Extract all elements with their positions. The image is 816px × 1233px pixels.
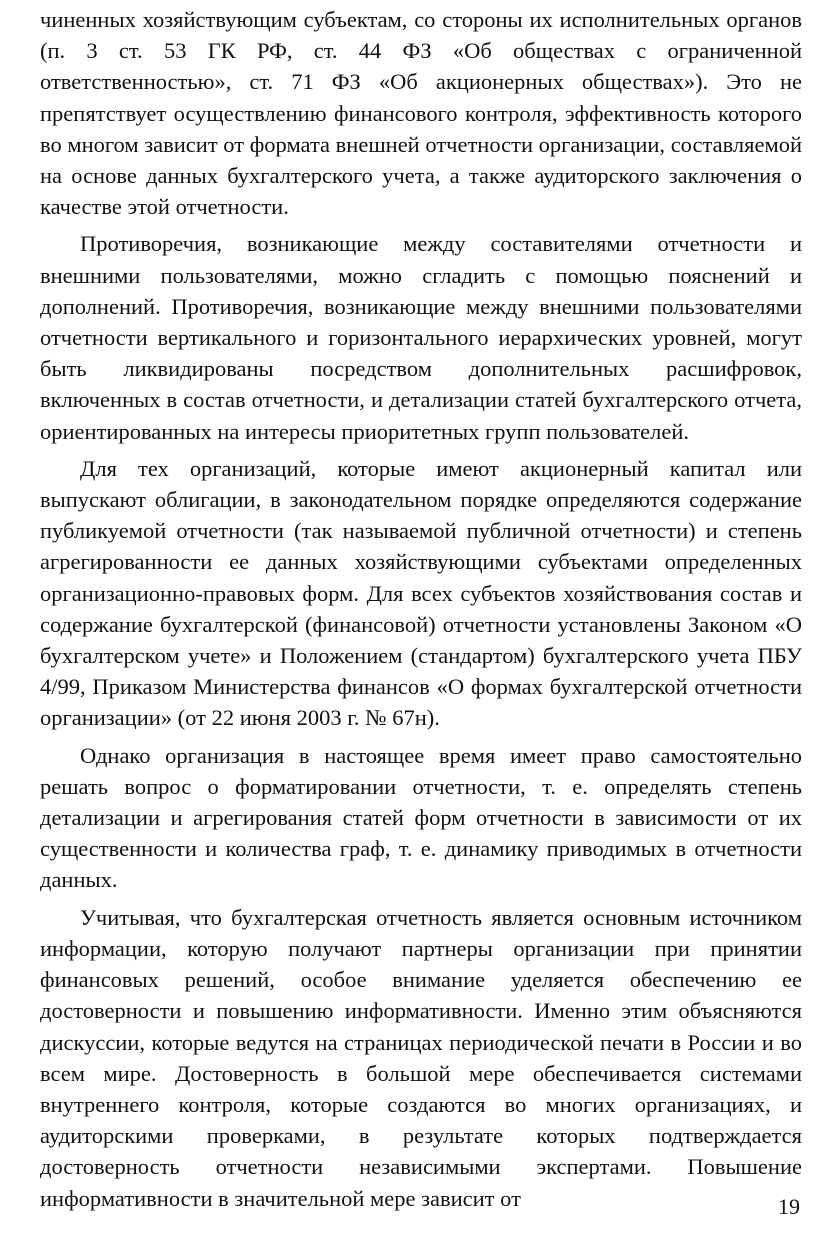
paragraph-contradictions: Противоречия, возникающие между составителями отчетности и внешними пользователями, можно сгладить с помощью пояснений и дополнений. Противоречия, возникающие между внешними пользователями отчетности вертикального и горизонтального иерархических уровней, могут быть ликвидированы посредством дополнительных расшифровок, включенных в состав отчетности, и детализации статей бухгалтерского отчета, ориентированных на интересы приоритетных групп пользователей. <box>40 231 802 444</box>
page-number: 19 <box>778 1194 800 1219</box>
paragraph-formatting-right: Однако организация в настоящее время имеет право самостоятельно решать вопрос о форматировании отчетности, т. е. определять степень детализации и агрегирования статей форм отчетности в зависимости от их существенности и количества граф, т. е. динамику приводимых в отчетности данных. <box>40 742 802 893</box>
paragraph-public-reporting: Для тех организаций, которые имеют акционерный капитал или выпускают облигации, в законодательном порядке определяются содержание публикуемой отчетности (так называемой публичной отчетности) и степень агрегированности ее данных хозяйствующими субъектами определенных организационно-правовых форм. Для всех субъектов хозяйствования состав и содержание бухгалтерской (финансовой) отчетности установлены Законом «О бухгалтерском учете» и Положением (стандартом) бухгалтерского учета ПБУ 4/99, Приказом Министерства финансов «О формах бухгалтерской отчетности организации» (от 22 июня 2003 г. № 67н). <box>40 455 802 731</box>
paragraph-reliability: Учитывая, что бухгалтерская отчетность является основным источником информации, которую получают партнеры организации при принятии финансовых решений, особое внимание уделяется обеспечению ее достоверности и повышению информативности. Именно этим объясняются дискуссии, которые ведутся на страницах периодической печати в России и во всем мире. Достоверность в большой мере обеспечивается системами внутреннего контроля, которые создаются во многих организациях, и аудиторскими проверками, в результате которых подтверждается достоверность отчетности независимыми экспертами. Повышение информативности в значительной мере зависит от <box>40 904 802 1211</box>
document-page <box>40 4 802 1220</box>
paragraph-continuation: чиненных хозяйствующим субъектам, со стороны их исполнительных органов (п. 3 ст. 53 ГК РФ, ст. 44 ФЗ «Об обществах с ограниченной ответственностью», ст. 71 ФЗ «Об акционерных обществах»). Это не препятствует осуществлению финансового контроля, эффективность которого во многом зависит от формата внешней отчетности организации, составляемой на основе данных бухгалтерского учета, а также аудиторского заключения о качестве этой отчетности. <box>40 7 802 220</box>
